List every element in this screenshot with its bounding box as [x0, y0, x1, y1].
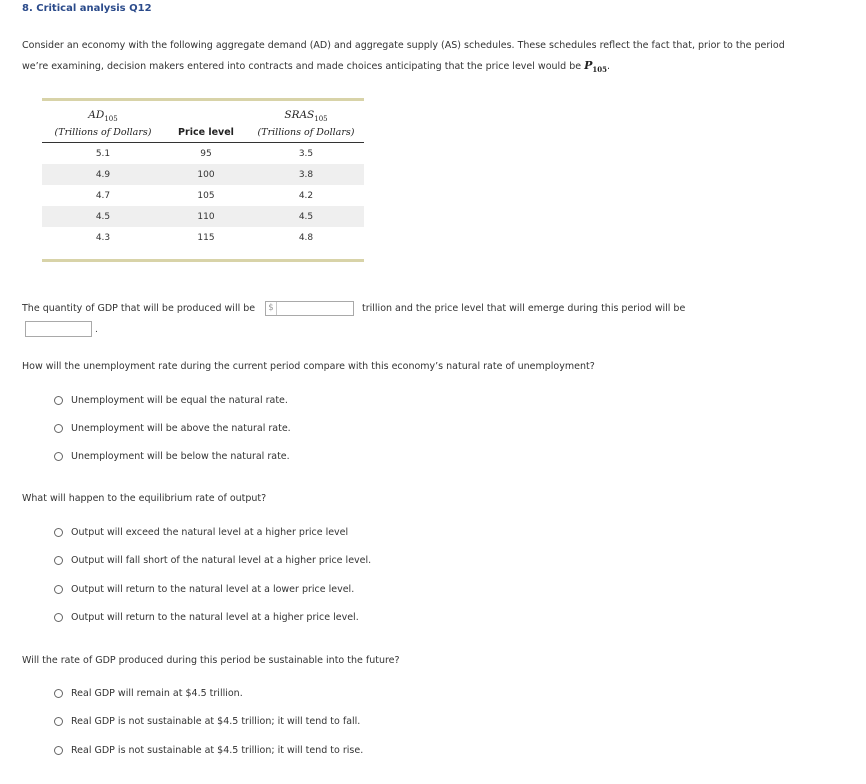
gdp-quantity-input[interactable]	[265, 301, 354, 316]
option-label: Unemployment will be above the natural rate.	[71, 423, 291, 434]
table-row	[42, 206, 364, 227]
sentence-end: .	[95, 325, 98, 335]
intro-paragraph: Consider an economy with the following aggregate demand (AD) and aggregate supply (AS) schedules. These schedules reflect the fact that, prior to the period we’re examining, decision makers entered into contracts and made choices anticipating that the price level would be $P_{105}$.	[22, 40, 785, 75]
sras-cell: 3.5	[298, 148, 314, 159]
sras-cell: 4.5	[248, 206, 364, 227]
radio-button[interactable]	[54, 424, 63, 433]
price-level-input[interactable]	[25, 321, 92, 337]
price-cell: 110	[164, 206, 248, 227]
radio-button[interactable]	[54, 528, 63, 537]
option-label: Unemployment will be below the natural rate.	[71, 451, 290, 462]
output-option-fall-short[interactable]	[54, 555, 371, 566]
radio-button[interactable]	[54, 585, 63, 594]
unemployment-option-above[interactable]	[54, 423, 291, 434]
output-option-higher-price[interactable]	[54, 612, 359, 623]
ad-cell: 4.5	[42, 206, 164, 227]
unemployment-option-below[interactable]	[54, 451, 290, 462]
output-option-exceed[interactable]	[54, 527, 348, 538]
schedule-table-container	[42, 98, 364, 262]
schedule-table	[42, 101, 364, 248]
price-cell: 105	[197, 190, 215, 201]
radio-button[interactable]	[54, 613, 63, 622]
sras-units-header: (Trillions of Dollars)	[248, 123, 364, 143]
currency-symbol: $	[266, 302, 277, 315]
price-cell: 115	[197, 232, 215, 243]
ad-cell: 4.7	[95, 190, 111, 201]
unemployment-option-equal[interactable]	[54, 395, 288, 406]
ad-cell: 4.9	[42, 164, 164, 185]
price-expectation: $P_{105}$	[584, 59, 608, 75]
radio-button[interactable]	[54, 746, 63, 755]
option-label: Output will return to the natural level at a lower price level.	[71, 584, 355, 595]
table-row	[42, 227, 364, 248]
radio-button[interactable]	[54, 396, 63, 405]
output-question: What will happen to the equilibrium rate of output?	[22, 493, 267, 504]
empty-header	[164, 101, 248, 123]
output-option-lower-price[interactable]	[54, 584, 354, 595]
option-label: Real GDP is not sustainable at $4.5 trillion; it will tend to fall.	[71, 716, 361, 727]
sras-cell: 4.2	[298, 190, 314, 201]
option-label: Output will fall short of the natural level at a higher price level.	[71, 555, 372, 566]
table-row	[42, 164, 364, 185]
option-label: Unemployment will be equal the natural rate.	[71, 395, 288, 406]
radio-button[interactable]	[54, 556, 63, 565]
sras-header: $SRAS_{105}$	[284, 108, 328, 123]
price-cell: 95	[200, 148, 212, 159]
radio-button[interactable]	[54, 452, 63, 461]
gdp-question-prefix: The quantity of GDP that will be produced will be	[22, 303, 256, 314]
table-row	[42, 185, 364, 206]
gdp-question-suffix: trillion and the price level that will emerge during this period will be	[362, 303, 686, 314]
ad-cell: 5.1	[95, 148, 111, 159]
option-label: Output will exceed the natural level at a higher price level	[71, 527, 349, 538]
price-level-header: Price level	[164, 123, 248, 143]
sustainability-option-fall[interactable]	[54, 716, 360, 727]
ad-header: $AD_{105}$	[88, 108, 118, 123]
radio-button[interactable]	[54, 717, 63, 726]
sras-cell: 3.8	[248, 164, 364, 185]
page-title: 8. Critical analysis Q12	[22, 3, 152, 14]
sustainability-question: Will the rate of GDP produced during this period be sustainable into the future?	[22, 655, 400, 666]
intro-text: Consider an economy with the following aggregate demand (AD) and aggregate supply (AS) schedules. These schedules reflect the fact that, prior to the period we’re examining, decision makers entered into contracts and made choices anticipating that the price level would be	[22, 40, 785, 72]
ad-cell: 4.3	[95, 232, 111, 243]
table-row	[42, 143, 364, 165]
price-cell: 100	[164, 164, 248, 185]
sras-cell: 4.8	[298, 232, 314, 243]
sustainability-option-remain[interactable]	[54, 688, 243, 699]
option-label: Output will return to the natural level at a higher price level.	[71, 612, 359, 623]
sustainability-option-rise[interactable]	[54, 745, 363, 756]
radio-button[interactable]	[54, 689, 63, 698]
ad-units-header: (Trillions of Dollars)	[42, 123, 164, 143]
option-label: Real GDP is not sustainable at $4.5 trillion; it will tend to rise.	[71, 745, 364, 756]
option-label: Real GDP will remain at $4.5 trillion.	[71, 688, 243, 699]
unemployment-question: How will the unemployment rate during the current period compare with this economy’s natural rate of unemployment?	[22, 361, 595, 372]
